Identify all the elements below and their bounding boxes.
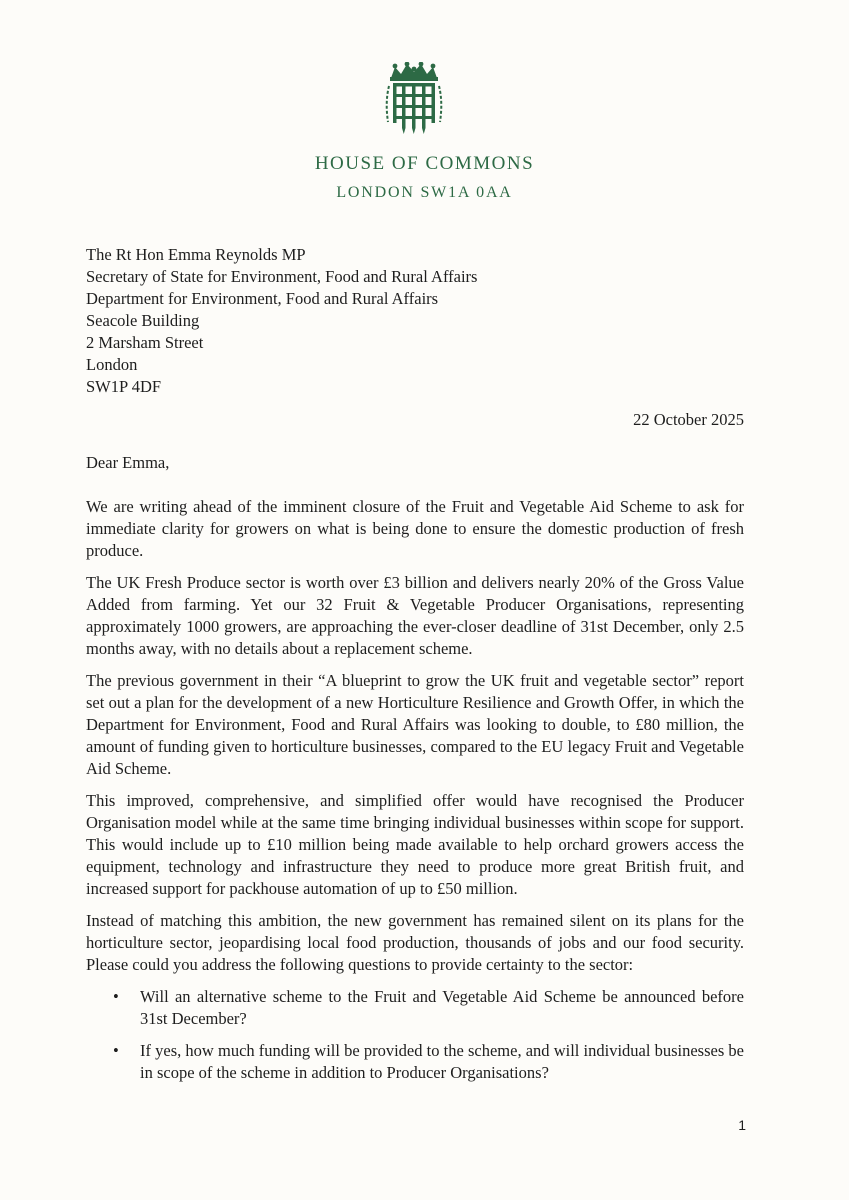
salutation: Dear Emma, bbox=[86, 453, 170, 472]
body-paragraph: The previous government in their “A blueprint to grow the UK fruit and vegetable sector” report set out a plan for the development of a new Horticulture Resilience and Growth Offer, in which the Department for Environment, Food and Rural Affairs was looking to double, to £80 million, the amount of funding given to horticulture businesses, compared to the EU legacy Fruit and Vegetable Aid Scheme. bbox=[86, 671, 744, 778]
recipient-line: London bbox=[86, 355, 138, 374]
bullet-icon: • bbox=[113, 1041, 119, 1060]
letter-date: 22 October 2025 bbox=[633, 410, 744, 429]
recipient-address bbox=[86, 244, 477, 398]
portcullis-icon bbox=[383, 62, 445, 136]
body-paragraph: The UK Fresh Produce sector is worth over £3 billion and delivers nearly 20% of the Gross Value Added from farming. Yet our 32 Fruit & Vegetable Producer Organisations, representing approximately 1000 growers, are approaching the ever-closer deadline of 31st December, only 2.5 months away, with no details about a replacement scheme. bbox=[86, 573, 744, 658]
question-item bbox=[86, 1040, 744, 1084]
organisation-name: HOUSE OF COMMONS bbox=[314, 153, 535, 174]
recipient-line: 2 Marsham Street bbox=[86, 333, 204, 352]
recipient-line: Secretary of State for Environment, Food and Rural Affairs bbox=[86, 267, 478, 286]
recipient-line: Department for Environment, Food and Rural Affairs bbox=[86, 289, 439, 308]
recipient-line: The Rt Hon Emma Reynolds MP bbox=[86, 245, 306, 264]
question-text: Will an alternative scheme to the Fruit and Vegetable Aid Scheme be announced before 31st December? bbox=[140, 987, 744, 1028]
organisation-address: LONDON SW1A 0AA bbox=[336, 184, 513, 201]
body-paragraph: Instead of matching this ambition, the new government has remained silent on its plans for the horticulture sector, jeopardising local food production, thousands of jobs and our food security. Please could you address the following questions to provide certainty to the sector: bbox=[86, 911, 744, 974]
question-item bbox=[86, 986, 744, 1030]
recipient-line: Seacole Building bbox=[86, 311, 200, 330]
question-text: If yes, how much funding will be provided to the scheme, and will individual businesses be in scope of the scheme in addition to Producer Organisations? bbox=[140, 1041, 744, 1082]
questions-list bbox=[86, 986, 744, 1084]
letter-body bbox=[86, 496, 744, 1094]
body-paragraph: This improved, comprehensive, and simplified offer would have recognised the Producer Organisation model while at the same time bringing individual businesses within scope for support. This would include up to £10 million being made available to help orchard growers access the equipment, technology and infrastructure they need to produce more great British fruit, and increased support for packhouse automation of up to £50 million. bbox=[86, 791, 744, 898]
body-paragraph: We are writing ahead of the imminent closure of the Fruit and Vegetable Aid Scheme to ask for immediate clarity for growers on what is being done to ensure the domestic production of fresh produce. bbox=[86, 497, 744, 560]
recipient-line: SW1P 4DF bbox=[86, 377, 162, 396]
page-number: 1 bbox=[738, 1117, 746, 1133]
bullet-icon: • bbox=[113, 987, 119, 1006]
